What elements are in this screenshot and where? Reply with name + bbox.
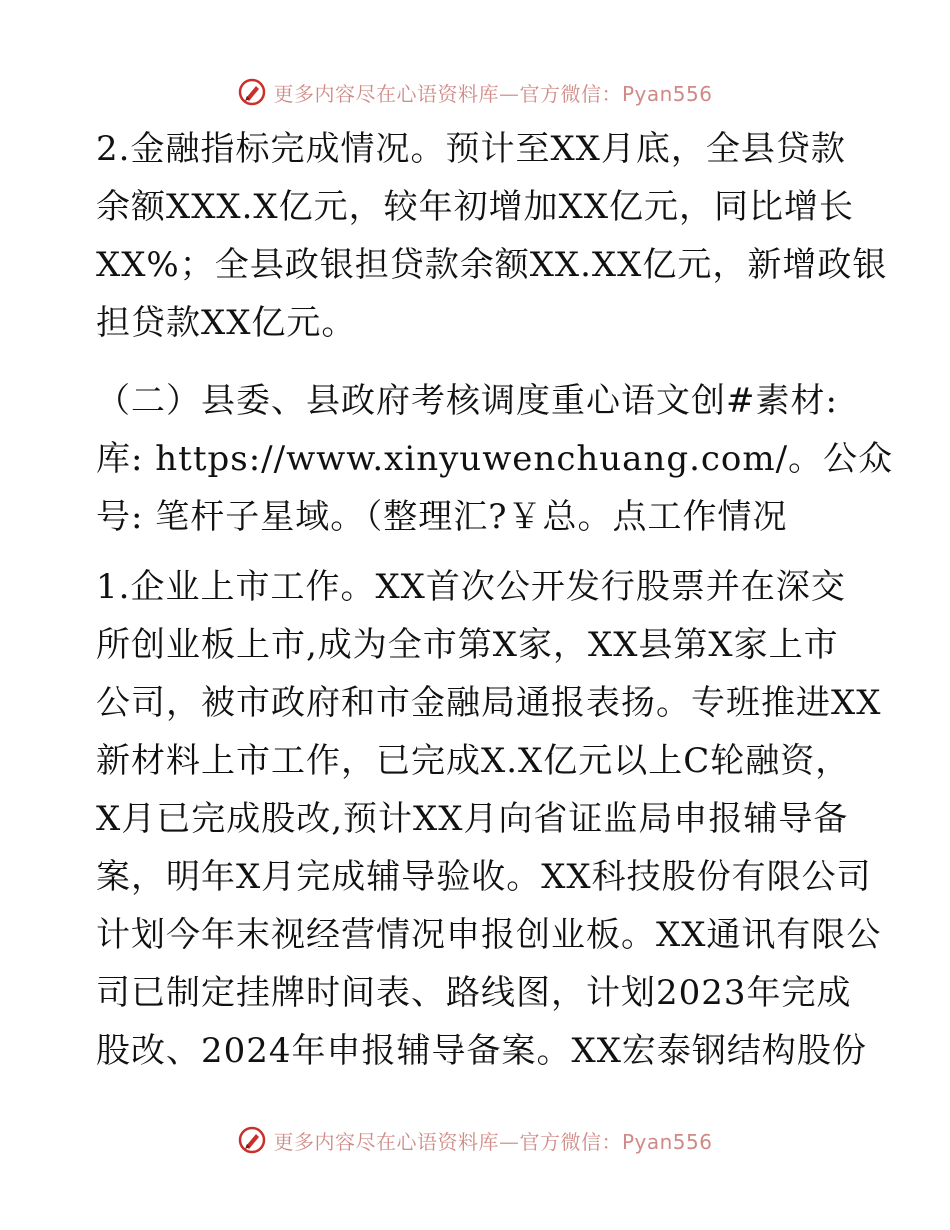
text-line: 2.金融指标完成情况。预计至XX月底，全县贷款	[96, 129, 846, 169]
text-line: X月已完成股改,预计XX月向省证监局申报辅导备	[96, 799, 849, 839]
text-line: 股改、2024年申报辅导备案。XX宏泰钢结构股份	[96, 1031, 867, 1071]
text-line: 号: 笔杆子星域。（整理汇?￥总。点工作情况	[96, 497, 788, 537]
paragraph-section-heading	[96, 372, 894, 546]
text-line: 库: https://www.xinyuwenchuang.com/。公众	[96, 439, 894, 479]
text-line: 案，明年X月完成辅导验收。XX科技股份有限公司	[96, 857, 872, 897]
text-line: 公司，被市政府和市金融局通报表扬。专班推进XX	[96, 683, 882, 723]
text-line: （二）县委、县政府考核调度重心语文创#素材:	[96, 381, 838, 421]
paragraph-financial-indicators	[96, 120, 888, 352]
text-line: 司已制定挂牌时间表、路线图，计划2023年完成	[96, 973, 852, 1013]
watermark-banner-bottom	[0, 1120, 950, 1160]
watermark-main: 更多内容尽在心语资料库	[273, 1129, 499, 1154]
text-line: 1.企业上市工作。XX首次公开发行股票并在深交	[96, 567, 846, 607]
watermark-contact: 官方微信：Pyan556	[519, 1129, 713, 1154]
paragraph-enterprise-listing	[96, 558, 882, 1080]
pen-logo-icon	[237, 77, 267, 107]
watermark-contact: 官方微信：Pyan556	[519, 81, 713, 106]
text-line: 所创业板上市,成为全市第X家，XX县第X家上市	[96, 625, 839, 665]
text-line: 新材料上市工作，已完成X.X亿元以上C轮融资，	[96, 741, 851, 781]
watermark-text	[273, 1126, 712, 1155]
text-line: XX%；全县政银担贷款余额XX.XX亿元，新增政银	[96, 245, 888, 285]
text-line: 担贷款XX亿元。	[96, 303, 357, 343]
watermark-banner-top	[0, 72, 950, 112]
text-line: 余额XXX.X亿元，较年初增加XX亿元，同比增长	[96, 187, 855, 227]
watermark-dash: —	[498, 1129, 520, 1154]
watermark-dash: —	[498, 81, 520, 106]
pen-logo-icon	[237, 1125, 267, 1155]
watermark-main: 更多内容尽在心语资料库	[273, 81, 499, 106]
watermark-text	[273, 78, 712, 107]
text-line: 计划今年末视经营情况申报创业板。XX通讯有限公	[96, 915, 882, 955]
